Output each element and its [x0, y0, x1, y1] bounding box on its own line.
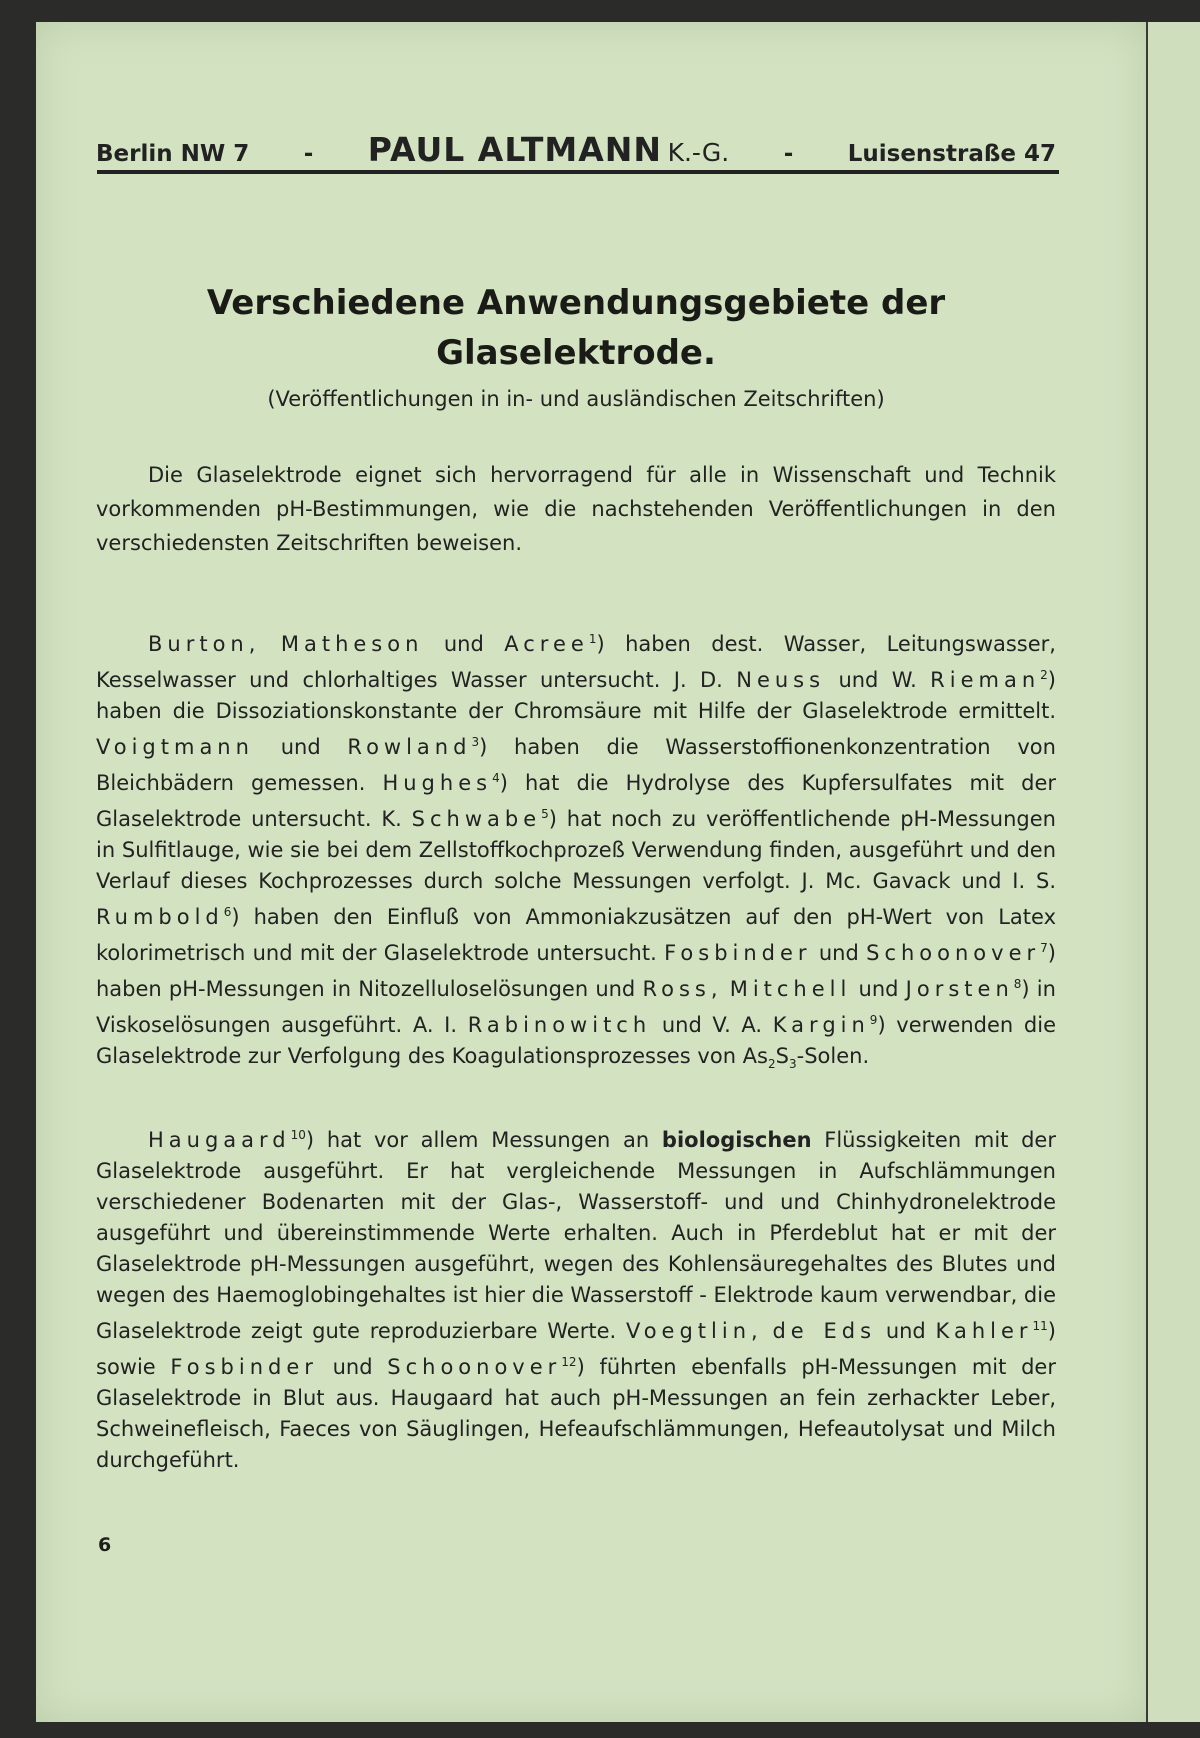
author-name: Haugaard [148, 1128, 291, 1152]
text-run: hat die Hydrolyse des Kupfersulfates mit der Glaselektrode untersucht. K. [96, 771, 1056, 831]
formula-subscript: 2 [768, 1057, 776, 1072]
letterhead [96, 130, 1056, 169]
text-run: und [858, 977, 899, 1001]
footnote-ref: 3 [471, 735, 480, 749]
text-run: sowie [96, 1355, 156, 1379]
text-run: und V. A. [661, 1013, 763, 1037]
footnote-ref: 6 [223, 905, 232, 919]
header-city: Berlin NW 7 [96, 141, 250, 167]
author-name: Ross, [642, 977, 723, 1001]
text-run: und [332, 1355, 373, 1379]
header-firm: PAUL ALTMANN [367, 130, 663, 169]
author-name: Voigtmann [96, 735, 254, 759]
author-name: Matheson [280, 632, 424, 656]
author-name: Fosbinder [170, 1355, 318, 1379]
author-name: Kahler [935, 1319, 1033, 1343]
page-title [96, 278, 1056, 378]
header-separator: - [303, 141, 314, 167]
author-name: Rabinowitch [467, 1013, 652, 1037]
text-run: in Viskoselösungen ausgeführt. A. I. [96, 977, 1056, 1037]
footnote-ref: 10 [290, 1128, 306, 1142]
text-run: hat vor allem Messungen an [326, 1128, 650, 1152]
text-run: haben pH-Messungen in Nitozelluloselösungen und [96, 977, 636, 1001]
footnote-ref: 12 [561, 1355, 577, 1369]
title-line-2: Glaselektrode. [436, 333, 716, 373]
text-run: hat noch zu veröffentlichende pH-Messungen in Sulfitlauge, wie sie bei dem Zellstoffkochprozeß Verwendung finden, ausgeführt und den Verlauf dieses Kochprozesses durch solche Messungen verfolgt. J. Mc. Gavack und I. S. [96, 807, 1056, 893]
paragraph-references: Burton, Matheson und Acree$^1$) haben dest. Wasser, Leitungswasser, Kesselwasser und chlorhaltiges Wasser untersucht. J. D. Neuss und W. Rieman$^2$) haben die Dissoziationskonstante der Chromsäure mit Hilfe der Glaselektrode ermittelt. Voigtmann und Rowland$^3$) haben die Wasserstoffionenkonzentration von Bleichbädern gemessen. Hughes$^4$) hat die Hydrolyse des Kupfersulfates mit der Glaselektrode untersucht. K. Schwabe$^5$) hat noch zu veröffentlichende pH-Messungen in Sulfitlauge, wie sie bei dem Zellstoffkochprozeß Verwendung finden, ausgeführt und den Verlauf dieses Kochprozesses durch solche Messungen verfolgt. J. Mc. Gavack und I. S. Rumbold$^6$) haben den Einfluß von Ammoniakzusätzen auf den pH-Wert von Latex kolorimetrisch und mit der Glaselektrode untersucht. Fosbinder und Schoonover$^7$) haben pH-Messungen in Nitozelluloselösungen und Ross, Mitchell und Jorsten$^8$) in Viskoselösungen ausgeführt. A. I. Rabinowitch und V. A. Kargin$^9$) verwenden die Glaselektrode zur Verfolgung des Koagulationsprozesses von $As_2S_3$-Solen. [96, 632, 1056, 1072]
header-street: Luisenstraße 47 [847, 141, 1056, 167]
text-run: -Solen. [796, 1044, 870, 1068]
author-name: Hughes [382, 771, 493, 795]
author-name: Rowland [347, 735, 472, 759]
text-run: und [443, 632, 484, 656]
text-run: und [280, 735, 321, 759]
next-page-edge [1146, 22, 1200, 1722]
paragraph-biological: Haugaard$^{10}$) hat vor allem Messungen an biologischen Flüssigkeiten mit der Glaselektrode ausgeführt. Er hat vergleichende Messungen in Aufschlämmungen verschiedener Bodenarten mit der Glas-, Wasserstoff- und und Chinhydronelektrode ausgeführt und übereinstimmende Werte erhalten. Auch in Pferdeblut hat er mit der Glaselektrode pH-Messungen ausgeführt, wegen des Kohlensäuregehaltes des Blutes und wegen des Haemoglobingehaltes ist hier die Wasserstoff - Elektrode kaum verwendbar, die Glaselektrode zeigt gute reproduzierbare Werte. Voegtlin, de Eds und Kahler$^{11}$) sowie Fosbinder und Schoonover$^{12}$) führten ebenfalls pH-Messungen mit der Glaselektrode in Blut aus. Haugaard hat auch pH-Messungen an fein zerhackter Leber, Schweinefleisch, Faeces von Säuglingen, Hefeaufschlämmungen, Hefeautolysat und Milch durchgeführt. [96, 1128, 1057, 1472]
author-name: Voegtlin, [625, 1319, 763, 1343]
author-name: Rieman [930, 668, 1041, 692]
text-run: und [885, 1319, 926, 1343]
author-name: Burton, [148, 632, 261, 656]
footnote-ref: 4 [492, 771, 500, 785]
text-run: verwenden die Glaselektrode zur Verfolgung des Koagulationsprozesses von As [96, 1013, 1056, 1068]
title-line-1: Verschiedene Anwendungsgebiete der [206, 283, 946, 323]
header-firm-block [368, 130, 729, 169]
text-run: haben die Dissoziationskonstante der Chromsäure mit Hilfe der Glaselektrode ermittelt. [96, 699, 1056, 723]
author-name: Acree [504, 632, 589, 656]
author-name: Rumbold [96, 905, 224, 929]
footnote-ref: 1 [588, 632, 597, 646]
text-run: und W. [838, 668, 917, 692]
page-subtitle: (Veröffentlichungen in in- und ausländischen Zeitschriften) [267, 387, 885, 411]
header-rule [97, 170, 1059, 174]
author-name: de Eds [772, 1319, 877, 1343]
footnote-ref: 5 [541, 807, 549, 821]
footnote-ref: 9 [869, 1013, 878, 1027]
footnote-ref: 11 [1032, 1319, 1048, 1333]
text-run: haben die Wasserstoffionenkonzentration von Bleichbädern gemessen. [96, 735, 1056, 795]
text-run: haben dest. Wasser, Leitungswasser, Kesselwasser und chlorhaltiges Wasser untersucht. J. D. [96, 632, 1056, 692]
emphasis-biological: biologischen [661, 1128, 812, 1152]
author-name: Neuss [736, 668, 826, 692]
author-name: Mitchell [729, 977, 852, 1001]
footnote-ref: 2 [1040, 668, 1048, 682]
header-separator-2: - [783, 141, 794, 167]
text-run: führten ebenfalls pH-Messungen mit der Glaselektrode in Blut aus. Haugaard hat auch pH-Messungen an fein zerhackter Leber, Schweinefleisch, Faeces von Säuglingen, Hefeaufschlämmungen, Hefeautolysat und Milch durchgeführt. [96, 1355, 1056, 1472]
author-name: Kargin [772, 1013, 870, 1037]
footnote-ref: 8 [1013, 977, 1022, 991]
formula-subscript: 3 [788, 1057, 797, 1072]
text-run: und [818, 941, 859, 965]
author-name: Schoonover [866, 941, 1041, 965]
text-run: Flüssigkeiten mit der Glaselektrode ausgeführt. Er hat vergleichende Messungen in Aufschlämmungen verschiedener Bodenarten mit der Glas-, Wasserstoff- und und Chinhydronelektrode ausgeführt und übereinstimmende Werte erhalten. Auch in Pferdeblut hat er mit der Glaselektrode pH-Messungen ausgeführt, wegen des Kohlensäuregehaltes des Blutes und wegen des Haemoglobingehaltes ist hier die Wasserstoff - Elektrode kaum verwendbar, die Glaselektrode zeigt gute reproduzierbare Werte. [96, 1128, 1057, 1343]
author-name: Schoonover [387, 1355, 562, 1379]
header-firm-suffix: K.-G. [667, 138, 730, 167]
text-run: haben den Einfluß von Ammoniakzusätzen auf den pH-Wert von Latex kolorimetrisch und mit der Glaselektrode untersucht. [96, 905, 1056, 965]
formula-element: S [775, 1044, 789, 1068]
author-name: Schwabe [411, 807, 542, 831]
author-name: Jorsten [905, 977, 1014, 1001]
author-name: Fosbinder [664, 941, 812, 965]
intro-paragraph: Die Glaselektrode eignet sich hervorragend für alle in Wissenschaft und Technik vorkommenden pH-Bestimmungen, wie die nachstehenden Veröffentlichungen in den verschiedensten Zeitschriften beweisen. [96, 463, 1056, 555]
page-number: 6 [98, 1534, 112, 1556]
footnote-ref: 7 [1040, 941, 1048, 955]
